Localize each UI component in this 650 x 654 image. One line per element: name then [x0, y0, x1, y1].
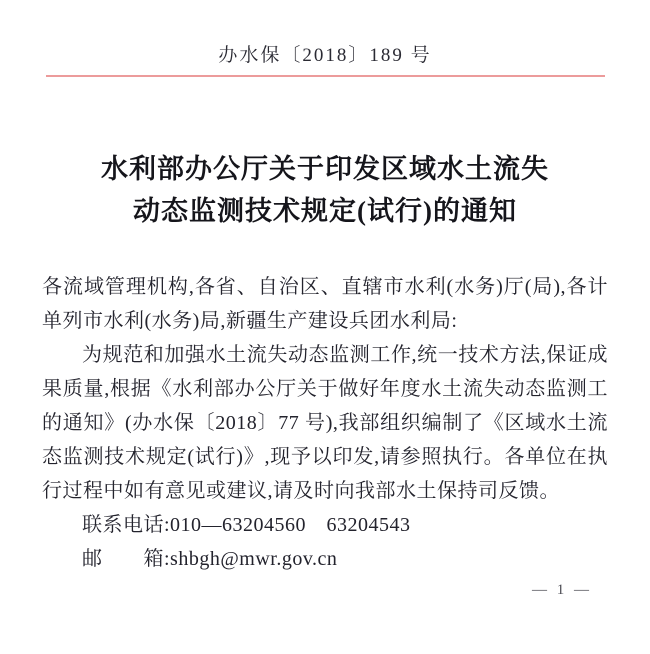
contact-email-line: 邮 箱:shbgh@mwr.gov.cn: [82, 548, 338, 570]
body-line-salutation-2: 单列市水利(水务)局,新疆生产建设兵团水利局:: [42, 310, 458, 332]
page-number: — 1 —: [532, 582, 592, 598]
doc-number: 办水保〔2018〕189 号: [218, 45, 432, 66]
body-line-paragraph-5: 行过程中如有意见或建议,请及时向我部水土保持司反馈。: [42, 480, 560, 502]
title-line-1: 水利部办公厅关于印发区域水土流失: [101, 154, 549, 184]
body-line-paragraph-3: 的通知》(办水保〔2018〕77 号),我部组织编制了《区域水土流: [42, 412, 608, 434]
document-title: [0, 148, 650, 232]
body-line-paragraph-1: 为规范和加强水土流失动态监测工作,统一技术方法,保证成: [82, 344, 608, 366]
title-line-2: 动态监测技术规定(试行)的通知: [133, 196, 517, 226]
body-line-paragraph-4: 态监测技术规定(试行)》,现予以印发,请参照执行。各单位在执: [42, 446, 608, 468]
body-line-salutation-1: 各流域管理机构,各省、自治区、直辖市水利(水务)厅(局),各计: [42, 276, 608, 298]
document-body: [42, 270, 608, 576]
red-separator-line: [46, 75, 605, 77]
body-line-paragraph-2: 果质量,根据《水利部办公厅关于做好年度水土流失动态监测工: [42, 378, 608, 400]
contact-phone-line: 联系电话:010—63204560 63204543: [82, 514, 411, 536]
